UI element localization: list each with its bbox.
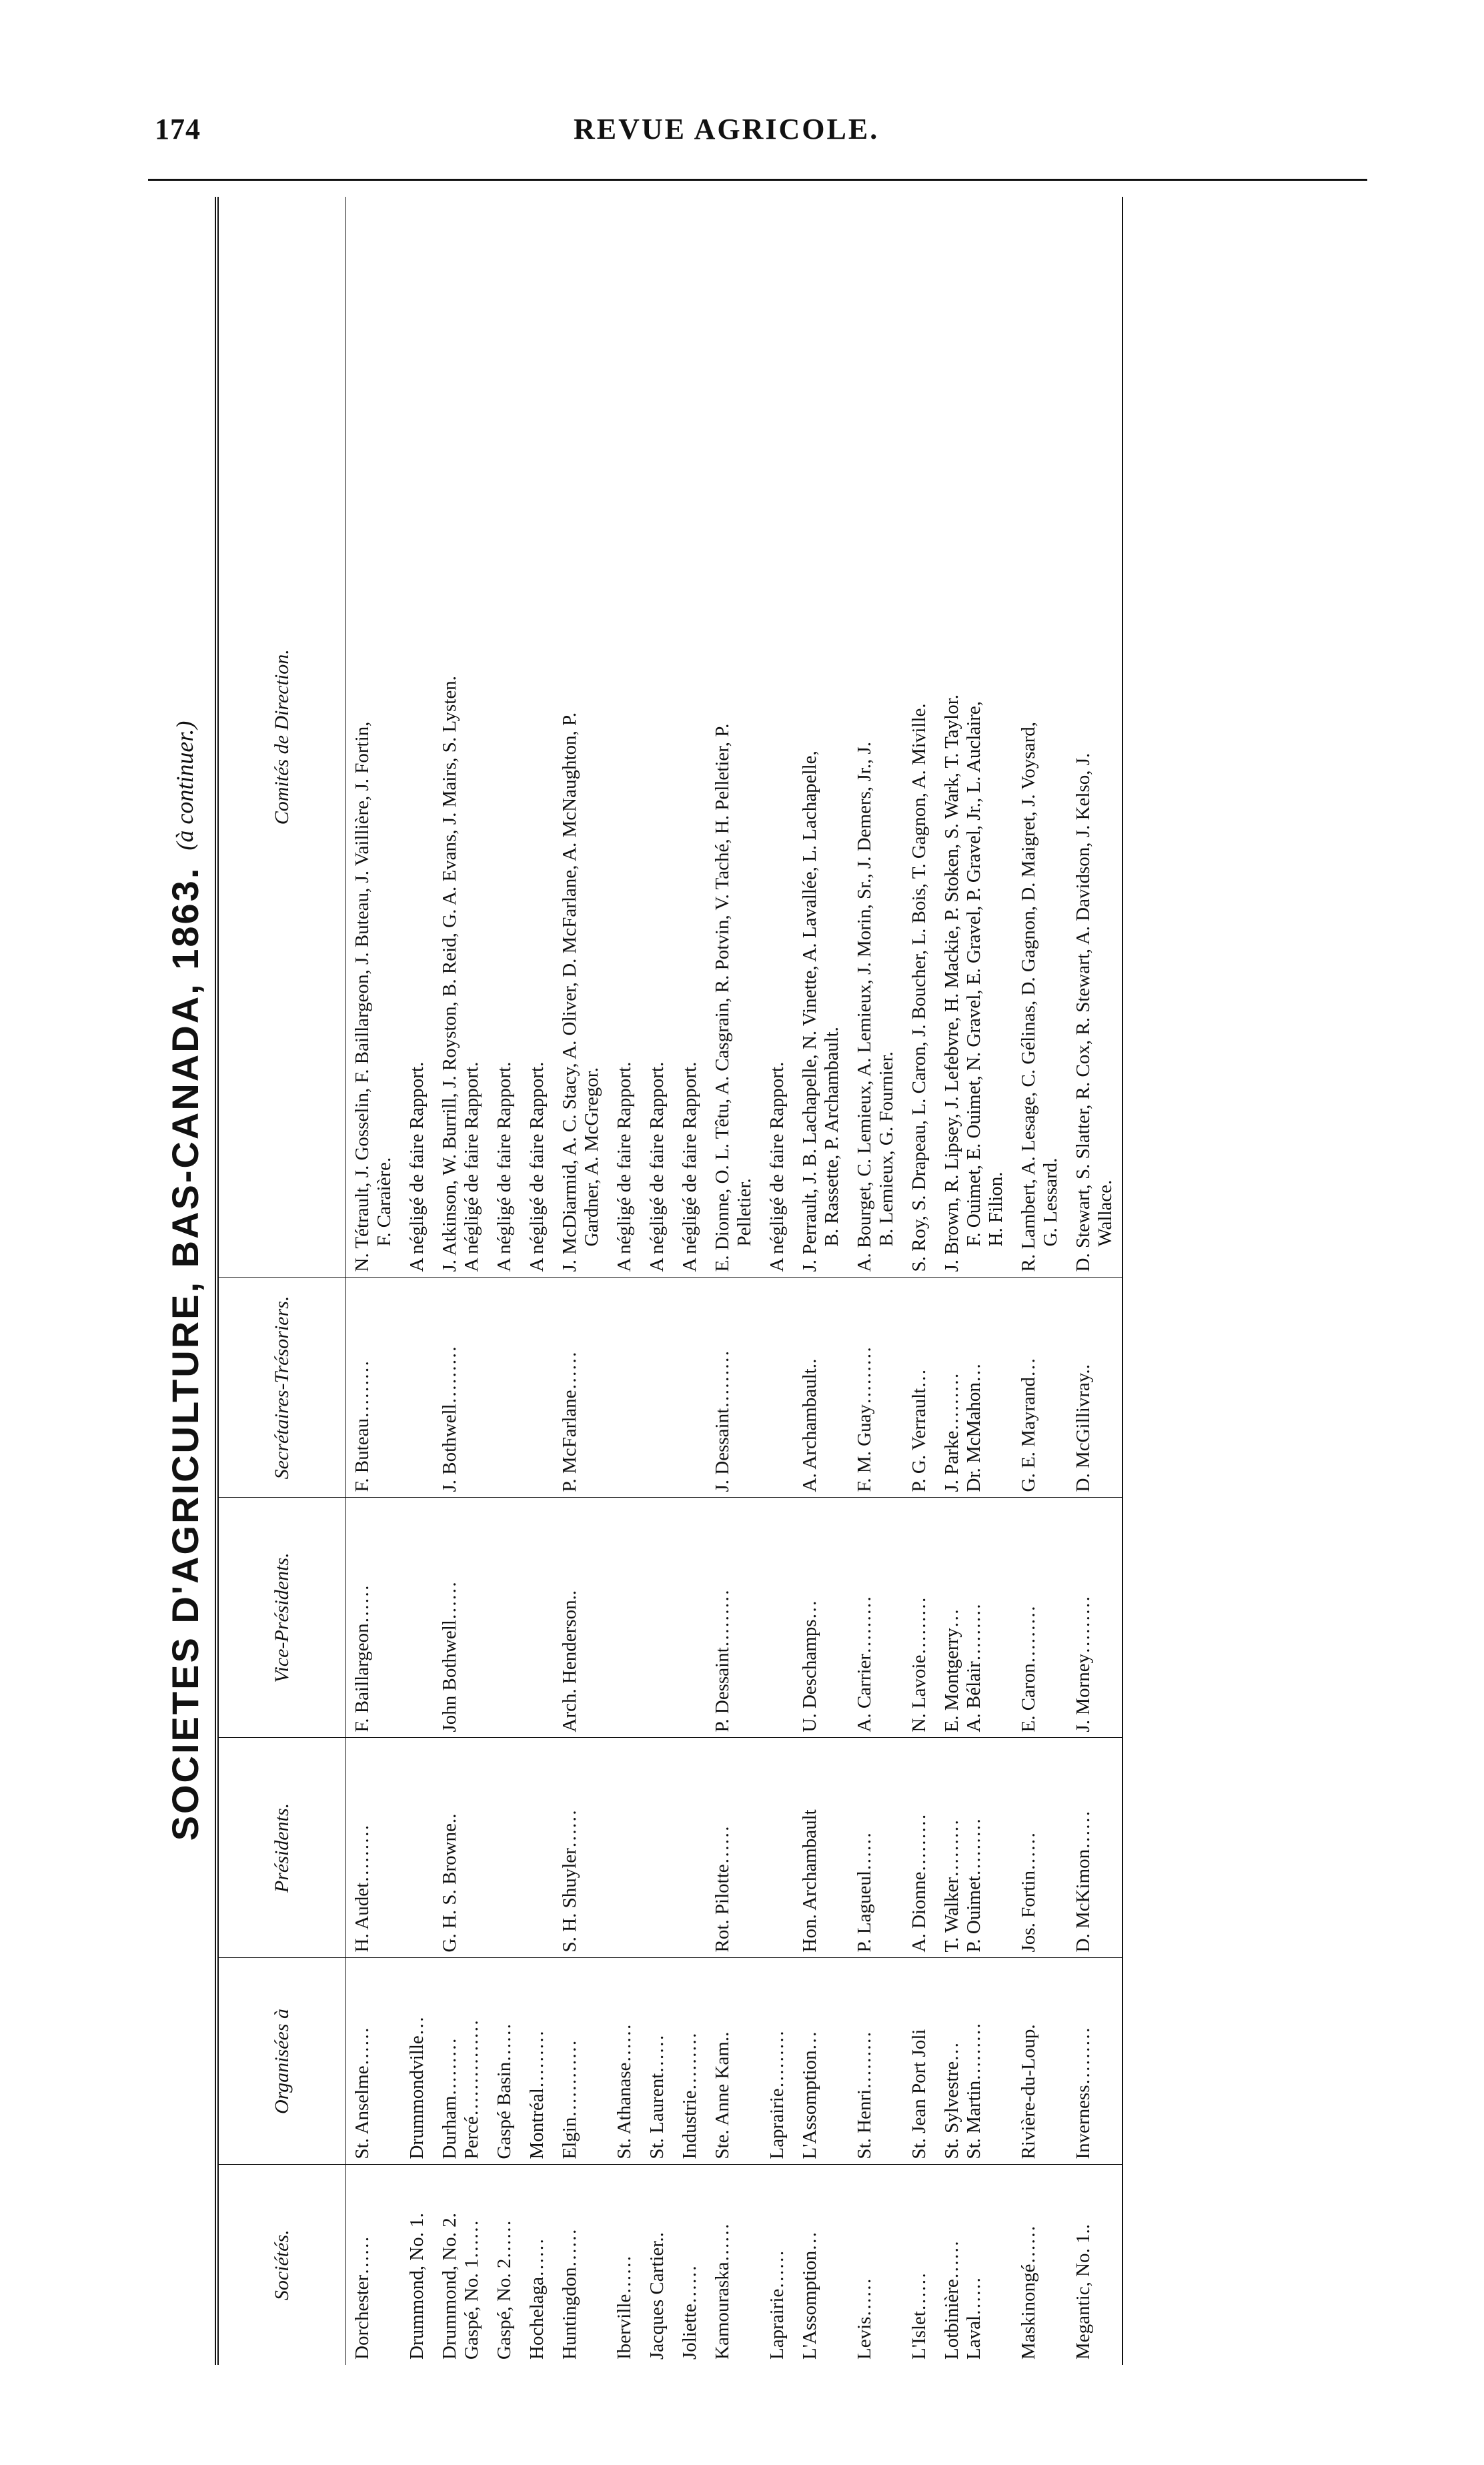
table-body	[346, 197, 1123, 2365]
table-row	[434, 197, 488, 2365]
table-header-row	[217, 197, 346, 2365]
cell-line: Drummond, No. 2.	[439, 2213, 460, 2360]
cell-vice-president	[554, 1498, 608, 1738]
cell-comites	[1067, 197, 1123, 1278]
table-row	[706, 197, 761, 2365]
cell-president	[674, 1738, 706, 1958]
cell-vice-president	[488, 1498, 521, 1738]
cell-line: A négligé de faire Rapport.	[461, 1061, 482, 1272]
cell-line: Kamouraska……	[712, 2223, 733, 2360]
cell-societe	[401, 2165, 434, 2365]
cell-vice-president	[401, 1498, 434, 1738]
cell-secretaire	[794, 1278, 848, 1498]
cell-line: J. Brown, R. Lipsey, J. Lefebvre, H. Mackie, P. Stoken, S. Wark, T. Taylor.	[941, 694, 962, 1272]
cell-line: Inverness………	[1072, 2027, 1094, 2159]
cell-line: Jos. Fortin……	[1018, 1832, 1039, 1953]
cell-organisee	[608, 1958, 641, 2165]
header-organisees: Organisées à	[217, 1958, 346, 2165]
cell-line: Megantic, No. 1..	[1072, 2224, 1094, 2360]
cell-vice-president	[674, 1498, 706, 1738]
cell-secretaire	[1012, 1278, 1067, 1498]
cell-organisee	[434, 1958, 488, 2165]
cell-line: Levis……	[854, 2278, 875, 2360]
cell-line: G. H. S. Browne..	[439, 1813, 460, 1953]
table-row	[794, 197, 848, 2365]
cell-line: J. McDiarmid, A. C. Stacy, A. Oliver, D. McFarlane, A. McNaughton, P.	[559, 712, 580, 1272]
table-row	[761, 197, 794, 2365]
cell-line: A négligé de faire Rapport.	[766, 1061, 788, 1272]
cell-organisee	[1067, 1958, 1123, 2165]
cell-line: Huntingdon……	[559, 2228, 580, 2360]
cell-line: J. Parke………	[941, 1372, 962, 1492]
cell-line: B. Lemieux, G. Fournier.	[876, 1051, 897, 1247]
cell-organisee	[401, 1958, 434, 2165]
cell-president	[554, 1738, 608, 1958]
table-title	[155, 197, 215, 2365]
cell-line: E. Dionne, O. L. Têtu, A. Casgrain, R. Potvin, V. Taché, H. Pelletier, P.	[712, 723, 733, 1272]
cell-line: R. Lambert, A. Lesage, C. Gélinas, D. Gagnon, D. Maigret, J. Voysard,	[1018, 722, 1039, 1272]
header-societes: Sociétés.	[217, 2165, 346, 2365]
cell-secretaire	[554, 1278, 608, 1498]
cell-organisee	[488, 1958, 521, 2165]
cell-line: S. H. Shuyler……	[559, 1809, 580, 1953]
cell-line: Hochelaga……	[526, 2238, 548, 2360]
rotated-table-block	[155, 197, 1382, 2365]
table-row	[936, 197, 1012, 2365]
cell-line: Gaspé, No. 2……	[494, 2220, 515, 2360]
cell-line: A. Archambault..	[799, 1358, 820, 1492]
cell-line: F. M. Guay………	[854, 1346, 875, 1492]
societies-table	[215, 197, 1123, 2365]
cell-line: Jacques Cartier..	[646, 2232, 668, 2360]
cell-line: P. McFarlane……	[559, 1351, 580, 1492]
cell-president	[346, 1738, 402, 1958]
cell-societe	[706, 2165, 761, 2365]
table-row	[1012, 197, 1067, 2365]
table-row	[346, 197, 402, 2365]
cell-line: Ste. Anne Kam..	[712, 2031, 733, 2159]
cell-line: D. McGillivray..	[1072, 1364, 1094, 1492]
cell-president	[488, 1738, 521, 1958]
table-row	[401, 197, 434, 2365]
cell-comites	[401, 197, 434, 1278]
cell-line: P. Dessaint………	[712, 1589, 733, 1733]
header-rule	[148, 179, 1367, 181]
cell-line: T. Walker………	[941, 1819, 962, 1953]
cell-line: Montréal………	[526, 2030, 548, 2159]
cell-line: A. Bourget, C. Lemieux, A. Lemieux, J. Morin, Sr., J. Demers, Jr., J.	[854, 742, 875, 1272]
cell-line: St. Anselme……	[351, 2027, 373, 2159]
cell-line: D. Stewart, S. Slatter, R. Cox, R. Stewart, A. Davidson, J. Kelso, J.	[1072, 753, 1094, 1272]
header-comites: Comités de Direction.	[217, 197, 346, 1278]
cell-vice-president	[521, 1498, 554, 1738]
cell-line: J. Atkinson, W. Burrill, J. Royston, B. Reid, G. A. Evans, J. Mairs, S. Lysten.	[439, 676, 460, 1272]
cell-societe	[1067, 2165, 1123, 2365]
cell-societe	[936, 2165, 1012, 2365]
cell-vice-president	[794, 1498, 848, 1738]
running-head: REVUE AGRICOLE.	[574, 113, 880, 145]
cell-line: J. Dessaint………	[712, 1350, 733, 1492]
cell-line: U. Deschamps…	[799, 1600, 820, 1733]
cell-comites	[848, 197, 903, 1278]
cell-secretaire	[848, 1278, 903, 1498]
cell-secretaire	[401, 1278, 434, 1498]
cell-comites	[674, 197, 706, 1278]
table-row	[674, 197, 706, 2365]
cell-line: A. Bélair………	[963, 1603, 984, 1733]
cell-line: D. McKimon……	[1072, 1810, 1094, 1953]
cell-vice-president	[1067, 1498, 1123, 1738]
cell-societe	[346, 2165, 402, 2365]
cell-vice-president	[936, 1498, 1012, 1738]
cell-line: L'Assomption…	[799, 2031, 820, 2159]
cell-comites	[346, 197, 402, 1278]
cell-line: S. Roy, S. Drapeau, L. Caron, J. Boucher, L. Bois, T. Gagnon, A. Miville.	[908, 703, 930, 1272]
cell-organisee	[641, 1958, 674, 2165]
cell-organisee	[706, 1958, 761, 2165]
table-title-continued: (à continuer.)	[171, 720, 198, 851]
cell-secretaire	[674, 1278, 706, 1498]
cell-line: Rot. Pilotte……	[712, 1825, 733, 1953]
cell-societe	[761, 2165, 794, 2365]
cell-organisee	[674, 1958, 706, 2165]
cell-line: J. Bothwell………	[439, 1346, 460, 1492]
cell-line: H. Audet………	[351, 1824, 373, 1953]
cell-societe	[794, 2165, 848, 2365]
cell-comites	[1012, 197, 1067, 1278]
cell-organisee	[848, 1958, 903, 2165]
cell-comites	[434, 197, 488, 1278]
cell-line: N. Lavoie………	[908, 1596, 930, 1733]
table-row	[488, 197, 521, 2365]
cell-line: J. Morney………	[1072, 1595, 1094, 1733]
cell-comites	[641, 197, 674, 1278]
table-title-main: SOCIETES D'AGRICULTURE, BAS-CANADA, 1863.	[163, 866, 206, 1841]
cell-secretaire	[903, 1278, 936, 1498]
table-row	[848, 197, 903, 2365]
cell-president	[936, 1738, 1012, 1958]
cell-organisee	[554, 1958, 608, 2165]
cell-comites	[903, 197, 936, 1278]
cell-line: Dorchester……	[351, 2236, 373, 2360]
cell-line: J. Perrault, J. B. Lachapelle, N. Vinette, A. Lavallée, L. Lachapelle,	[799, 751, 820, 1272]
cell-societe	[903, 2165, 936, 2365]
cell-president	[1067, 1738, 1123, 1958]
cell-vice-president	[903, 1498, 936, 1738]
cell-line: P. Ouimet………	[963, 1818, 984, 1953]
cell-secretaire	[761, 1278, 794, 1498]
cell-line: E. Montgerry…	[941, 1608, 962, 1733]
cell-president	[794, 1738, 848, 1958]
cell-line: Joliette……	[679, 2265, 700, 2360]
cell-vice-president	[641, 1498, 674, 1738]
cell-secretaire	[488, 1278, 521, 1498]
cell-secretaire	[434, 1278, 488, 1498]
cell-line: St. Athanase……	[614, 2023, 635, 2159]
cell-comites	[706, 197, 761, 1278]
cell-line: Maskinongé……	[1018, 2225, 1039, 2360]
cell-line: Dr. McMahon…	[963, 1363, 984, 1492]
cell-line: Gardner, A. McGregor.	[581, 1067, 602, 1247]
cell-line: Drummondville…	[406, 2016, 428, 2159]
cell-line: St. Henri………	[854, 2031, 875, 2159]
cell-secretaire	[1067, 1278, 1123, 1498]
cell-line: A négligé de faire Rapport.	[526, 1061, 548, 1272]
cell-line: F. Caraière.	[374, 1157, 395, 1247]
cell-vice-president	[346, 1498, 402, 1738]
table-row	[521, 197, 554, 2365]
cell-comites	[554, 197, 608, 1278]
header-secretaires: Secrétaires-Trésoriers.	[217, 1278, 346, 1498]
cell-line: St. Jean Port Joli	[908, 2029, 930, 2159]
cell-line: E. Caron………	[1018, 1605, 1039, 1733]
cell-comites	[521, 197, 554, 1278]
cell-line: Gaspé, No. 1……	[461, 2220, 482, 2360]
cell-line: Arch. Henderson..	[559, 1590, 580, 1733]
cell-line: St. Sylvestre…	[941, 2041, 962, 2159]
cell-organisee	[936, 1958, 1012, 2165]
cell-line: Wallace.	[1094, 1179, 1116, 1247]
cell-line: Hon. Archambault	[799, 1809, 820, 1953]
cell-vice-president	[434, 1498, 488, 1738]
cell-secretaire	[608, 1278, 641, 1498]
cell-vice-president	[608, 1498, 641, 1738]
cell-line: G. E. Mayrand…	[1018, 1358, 1039, 1492]
cell-line: G. Lessard.	[1040, 1157, 1061, 1247]
cell-comites	[794, 197, 848, 1278]
cell-organisee	[903, 1958, 936, 2165]
cell-vice-president	[1012, 1498, 1067, 1738]
cell-line: John Bothwell……	[439, 1581, 460, 1733]
cell-line: A négligé de faire Rapport.	[494, 1061, 515, 1272]
cell-line: A négligé de faire Rapport.	[679, 1061, 700, 1272]
cell-societe	[608, 2165, 641, 2365]
cell-president	[903, 1738, 936, 1958]
cell-line: N. Tétrault, J. Gosselin, F. Baillargeon, J. Buteau, J. Vaillière, J. Fortin,	[351, 721, 373, 1272]
cell-secretaire	[706, 1278, 761, 1498]
cell-line: A. Dionne………	[908, 1813, 930, 1953]
cell-line: P. Lagueul……	[854, 1832, 875, 1953]
cell-president	[641, 1738, 674, 1958]
table-row	[554, 197, 608, 2365]
cell-line: A négligé de faire Rapport.	[614, 1061, 635, 1272]
cell-line: St. Martin………	[963, 2022, 984, 2159]
cell-president	[848, 1738, 903, 1958]
cell-line: F. Ouimet, E. Ouimet, N. Gravel, E. Gravel, P. Gravel, Jr., L. Auclaire,	[963, 700, 984, 1247]
cell-line: L'Islet……	[908, 2272, 930, 2360]
cell-line: Durham………	[439, 2037, 460, 2159]
cell-president	[608, 1738, 641, 1958]
cell-president	[706, 1738, 761, 1958]
cell-president	[401, 1738, 434, 1958]
table-row	[1067, 197, 1123, 2365]
cell-organisee	[761, 1958, 794, 2165]
cell-societe	[521, 2165, 554, 2365]
cell-vice-president	[761, 1498, 794, 1738]
cell-line: H. Filion.	[985, 1171, 1006, 1247]
cell-societe	[434, 2165, 488, 2365]
cell-line: F. Buteau………	[351, 1360, 373, 1492]
cell-secretaire	[936, 1278, 1012, 1498]
cell-line: Iberville……	[614, 2255, 635, 2360]
cell-vice-president	[848, 1498, 903, 1738]
cell-line: Drummond, No. 1.	[406, 2213, 428, 2360]
cell-comites	[488, 197, 521, 1278]
cell-line: Laprairie………	[766, 2030, 788, 2159]
cell-line: A. Carrier………	[854, 1595, 875, 1733]
cell-president	[434, 1738, 488, 1958]
cell-societe	[848, 2165, 903, 2365]
cell-organisee	[346, 1958, 402, 2165]
cell-line: Pelletier.	[734, 1178, 755, 1247]
cell-comites	[761, 197, 794, 1278]
cell-line: Lotbinière……	[941, 2240, 962, 2360]
cell-line: Elgin…………	[559, 2039, 580, 2159]
cell-line: P. G. Verrault…	[908, 1368, 930, 1492]
header-vice-presidents: Vice-Présidents.	[217, 1498, 346, 1738]
cell-vice-president	[706, 1498, 761, 1738]
cell-line: A négligé de faire Rapport.	[406, 1061, 428, 1272]
page-number: 174	[155, 113, 201, 145]
cell-societe	[641, 2165, 674, 2365]
table-row	[903, 197, 936, 2365]
cell-line: Gaspé Basin……	[494, 2023, 515, 2159]
cell-line: Rivière-du-Loup.	[1018, 2024, 1039, 2159]
cell-societe	[554, 2165, 608, 2365]
cell-line: Laprairie……	[766, 2250, 788, 2360]
cell-comites	[608, 197, 641, 1278]
cell-secretaire	[346, 1278, 402, 1498]
cell-organisee	[1012, 1958, 1067, 2165]
cell-president	[521, 1738, 554, 1958]
cell-president	[1012, 1738, 1067, 1958]
cell-line: Laval……	[963, 2276, 984, 2360]
cell-secretaire	[641, 1278, 674, 1498]
cell-comites	[936, 197, 1012, 1278]
cell-line: F. Baillargeon……	[351, 1584, 373, 1733]
cell-line: St. Laurent……	[646, 2034, 668, 2159]
cell-organisee	[794, 1958, 848, 2165]
cell-line: Industrie………	[679, 2032, 700, 2159]
header-presidents: Présidents.	[217, 1738, 346, 1958]
cell-societe	[674, 2165, 706, 2365]
cell-organisee	[521, 1958, 554, 2165]
cell-societe	[488, 2165, 521, 2365]
cell-societe	[1012, 2165, 1067, 2365]
cell-line: Percé……………	[461, 2019, 482, 2159]
cell-line: B. Rassette, P. Archambault.	[821, 1027, 842, 1247]
cell-president	[761, 1738, 794, 1958]
cell-line: L'Assomption…	[799, 2231, 820, 2360]
table-row	[641, 197, 674, 2365]
cell-secretaire	[521, 1278, 554, 1498]
cell-line: A négligé de faire Rapport.	[646, 1061, 668, 1272]
table-row	[608, 197, 641, 2365]
